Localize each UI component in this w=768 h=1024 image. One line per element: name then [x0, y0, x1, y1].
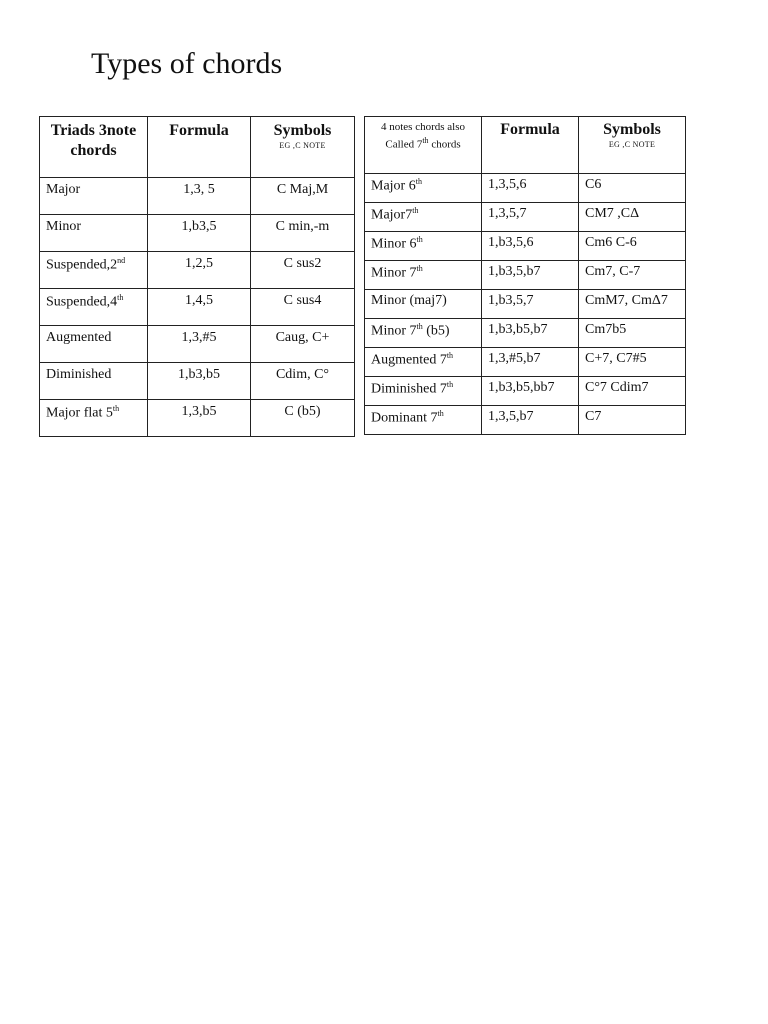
chord-name-cell [365, 406, 482, 435]
chord-formula: 1,b3,5,7 [482, 290, 579, 319]
chord-name-cell [40, 363, 148, 400]
table-row [40, 289, 355, 326]
chord-name-superscript: th [416, 235, 423, 244]
chord-formula: 1,b3,5,b7 [482, 261, 579, 290]
chord-name-cell [365, 377, 482, 406]
sevenths-header-symbols-note: EG ,C NOTE [608, 140, 656, 149]
sevenths-header-formula: Formula [482, 117, 579, 174]
chord-name: Minor [46, 219, 81, 234]
chord-name-superscript: nd [117, 256, 126, 265]
chord-symbols: Cm7, C-7 [579, 261, 686, 290]
chord-name-superscript: th [416, 322, 423, 331]
sevenths-header-name-sup: th [422, 136, 429, 145]
chord-name-cell [40, 178, 148, 215]
chord-symbols: C sus2 [251, 252, 355, 289]
chord-name: Dominant 7 [371, 410, 438, 426]
chord-symbols: CmM7, CmΔ7 [579, 290, 686, 319]
table-row [365, 174, 686, 203]
chord-name-superscript: th [416, 264, 423, 273]
table-row [40, 252, 355, 289]
table-row [40, 326, 355, 363]
chord-name: Minor (maj7) [371, 293, 447, 308]
chord-name: Major [46, 182, 81, 197]
chord-symbols: C°7 Cdim7 [579, 377, 686, 406]
chord-name-cell [365, 232, 482, 261]
chord-name-cell [40, 215, 148, 252]
chord-name-cell [40, 252, 148, 289]
table-row [365, 232, 686, 261]
chord-name-superscript: th [415, 177, 422, 186]
chord-formula: 1,b3,5,6 [482, 232, 579, 261]
chord-symbols: C min,-m [251, 215, 355, 252]
triads-table [39, 116, 355, 437]
chord-name-superscript: th [446, 351, 454, 360]
table-row [365, 319, 686, 348]
chord-symbols: C sus4 [251, 289, 355, 326]
chord-name: Augmented 7 [371, 352, 447, 368]
chord-symbols: C6 [579, 174, 686, 203]
chord-name-cell [365, 348, 482, 377]
table-row [365, 261, 686, 290]
sevenths-header-symbols-label: Symbols [603, 121, 661, 138]
chord-symbols: Caug, C+ [251, 326, 355, 363]
table-row [365, 203, 686, 232]
chord-formula: 1,b3,b5,b7 [482, 319, 579, 348]
chord-name-cell [40, 400, 148, 437]
chord-symbols: C+7, C7#5 [579, 348, 686, 377]
triads-header-symbols-label: Symbols [273, 122, 332, 139]
chord-name: Minor 7 [371, 323, 417, 339]
triads-header-formula: Formula [148, 117, 251, 178]
table-row [40, 400, 355, 437]
chord-formula: 1,4,5 [148, 289, 251, 326]
chord-name: Major flat 5 [46, 405, 113, 421]
chord-name-cell [365, 203, 482, 232]
seventh-chords-table [364, 116, 686, 435]
table-row [365, 348, 686, 377]
sevenths-header-name-pre: 4 notes chords also Called 7 [380, 121, 465, 151]
chord-symbols: C Maj,M [251, 178, 355, 215]
chord-name: Major7 [371, 207, 413, 223]
table-row [40, 363, 355, 400]
triads-header-symbols [251, 117, 355, 178]
page-title: Types of chords [91, 47, 283, 80]
chord-name: Suspended,2 [46, 257, 118, 273]
chord-formula: 1,3,b5 [148, 400, 251, 437]
chord-formula: 1,2,5 [148, 252, 251, 289]
sevenths-header-symbols [579, 117, 686, 174]
chord-name-cell [365, 290, 482, 319]
chord-formula: 1,3,5,b7 [482, 406, 579, 435]
chord-name-cell [40, 326, 148, 363]
chord-formula: 1,3, 5 [148, 178, 251, 215]
triads-header-row [40, 117, 355, 178]
table-row [40, 178, 355, 215]
chord-name: Augmented [46, 330, 112, 345]
table-row [365, 290, 686, 319]
chord-formula: 1,3,5,7 [482, 203, 579, 232]
chord-name: Diminished 7 [371, 381, 447, 397]
chord-name: Major 6 [371, 178, 416, 194]
chord-formula: 1,b3,b5 [148, 363, 251, 400]
chord-formula: 1,b3,5 [148, 215, 251, 252]
chord-symbols: Cdim, C° [251, 363, 355, 400]
chord-name-superscript: th [412, 206, 419, 215]
chord-name: Minor 6 [371, 236, 417, 252]
chord-name-superscript: th [446, 380, 454, 389]
sevenths-header-row [365, 117, 686, 174]
table-row [365, 406, 686, 435]
chord-formula: 1,3,#5 [148, 326, 251, 363]
chord-name: Minor 7 [371, 265, 417, 281]
chord-symbols: Cm6 C-6 [579, 232, 686, 261]
chord-name: Diminished [46, 367, 112, 382]
chord-formula: 1,3,5,6 [482, 174, 579, 203]
chord-name-cell [365, 174, 482, 203]
triads-header-name: Triads 3note chords [40, 117, 148, 178]
chord-symbols: CM7 ,CΔ [579, 203, 686, 232]
chord-name-superscript: th [112, 404, 120, 413]
sevenths-header-name-post: chords [428, 138, 461, 151]
table-row [40, 215, 355, 252]
chord-name-cell [365, 319, 482, 348]
chord-name: Suspended,4 [46, 294, 118, 310]
chord-formula: 1,b3,b5,bb7 [482, 377, 579, 406]
chord-name-cell [40, 289, 148, 326]
sevenths-header-name [365, 117, 482, 174]
chord-symbols: Cm7b5 [579, 319, 686, 348]
chord-name-superscript: th [117, 293, 124, 302]
chord-name-suffix: (b5) [422, 323, 450, 339]
chord-name-cell [365, 261, 482, 290]
chord-symbols: C7 [579, 406, 686, 435]
triads-header-symbols-note: EG ,C NOTE [279, 141, 326, 150]
chord-formula: 1,3,#5,b7 [482, 348, 579, 377]
table-row [365, 377, 686, 406]
chord-name-superscript: th [437, 409, 444, 418]
chord-symbols: C (b5) [251, 400, 355, 437]
